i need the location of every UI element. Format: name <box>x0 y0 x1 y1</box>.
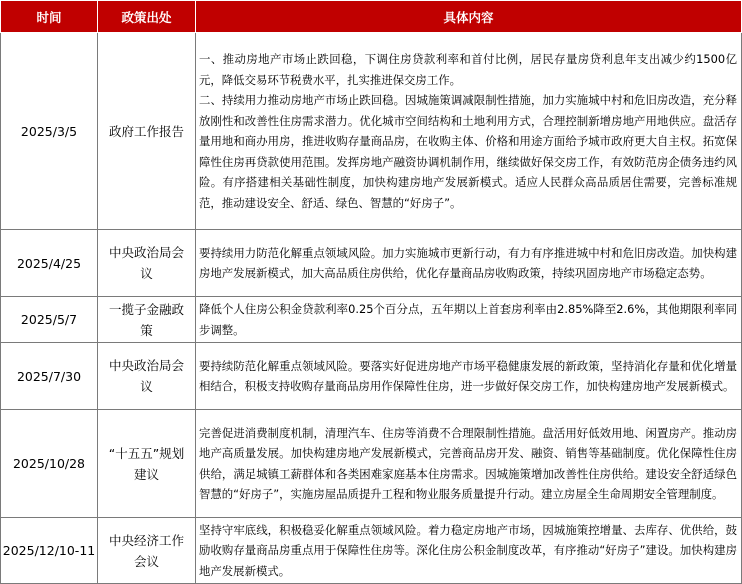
row-content <box>196 518 742 584</box>
content-paragraph: 降低个人住房公积金贷款利率0.25个百分点，五年期以上首套房利率由2.85%降至2.6%，其他期限利率同步调整。 <box>199 302 737 337</box>
content-paragraph: 完善促进消费制度机制，清理汽车、住房等消费不合理限制性措施。盘活用好低效用地、闲置房产。推动房地产高质量发展。加快构建房地产发展新模式，完善商品房开发、融资、销售等基础制度。优化保障性住房供给，满足城镇工薪群体和各类困难家庭基本住房需求。因城施策增加改善性住房供给。建设安全舒适绿色智慧的“好房子”，实施房屋品质提升工程和物业服务质量提升行动。建立房屋全生命周期安全管理制度。 <box>199 425 737 501</box>
row-source: “十五五”规划建议 <box>98 410 196 518</box>
content-paragraph: 要持续用力防范化解重点领域风险。加力实施城市更新行动，有力有序推进城中村和危旧房改造。加快构建房地产发展新模式，加大高品质住房供给，优化存量商品房收购政策，持续巩固房地产市场稳定态势。 <box>199 245 737 280</box>
table-row <box>1 410 742 518</box>
row-source: 中央经济工作会议 <box>98 518 196 584</box>
row-content <box>196 343 742 410</box>
table-row <box>1 33 742 230</box>
row-content <box>196 33 742 230</box>
row-date: 2025/3/5 <box>1 33 98 230</box>
header-source: 政策出处 <box>98 1 196 33</box>
row-source: 政府工作报告 <box>98 33 196 230</box>
content-paragraph: 坚持守牢底线，积极稳妥化解重点领域风险。着力稳定房地产市场，因城施策控增量、去库存、优供给，鼓励收购存量商品房重点用于保障性住房等。深化住房公积金制度改革，有序推动“好房子”建设。加快构建房地产发展新模式。 <box>199 522 737 578</box>
row-date: 2025/4/25 <box>1 230 98 297</box>
table-row <box>1 343 742 410</box>
table-header-row <box>1 1 742 33</box>
table-row <box>1 297 742 343</box>
content-paragraph: 一、推动房地产市场止跌回稳，下调住房贷款利率和首付比例，居民存量房贷利息年支出减少约1500亿元，降低交易环节税费水平，扎实推进保交房工作。 <box>199 52 737 87</box>
row-source: 中央政治局会议 <box>98 343 196 410</box>
table-row <box>1 518 742 584</box>
row-source: 一揽子金融政策 <box>98 297 196 343</box>
row-date: 2025/7/30 <box>1 343 98 410</box>
table-row <box>1 230 742 297</box>
row-date: 2025/10/28 <box>1 410 98 518</box>
header-date: 时间 <box>1 1 98 33</box>
header-content: 具体内容 <box>196 1 742 33</box>
row-date: 2025/12/10-11 <box>1 518 98 584</box>
row-date: 2025/5/7 <box>1 297 98 343</box>
row-source: 中央政治局会议 <box>98 230 196 297</box>
row-content <box>196 410 742 518</box>
row-content <box>196 230 742 297</box>
content-paragraph: 二、持续用力推动房地产市场止跌回稳。因城施策调减限制性措施，加力实施城中村和危旧房改造，充分释放刚性和改善性住房需求潜力。优化城市空间结构和土地利用方式，合理控制新增房地产用地供应。盘活存量用地和商办用房，推进收购存量商品房，在收购主体、价格和用途方面给予城市政府更大自主权。拓宽保障性住房再贷款使用范围。发挥房地产融资协调机制作用，继续做好保交房工作，有效防范房企债务违约风险。有序搭建相关基础性制度，加快构建房地产发展新模式。适应人民群众高品质居住需要，完善标准规范，推动建设安全、舒适、绿色、智慧的“好房子”。 <box>199 93 737 210</box>
content-paragraph: 要持续防范化解重点领域风险。要落实好促进房地产市场平稳健康发展的新政策，坚持消化存量和优化增量相结合，积极支持收购存量商品房用作保障性住房，进一步做好保交房工作，加快构建房地产发展新模式。 <box>199 358 737 393</box>
row-content <box>196 297 742 343</box>
